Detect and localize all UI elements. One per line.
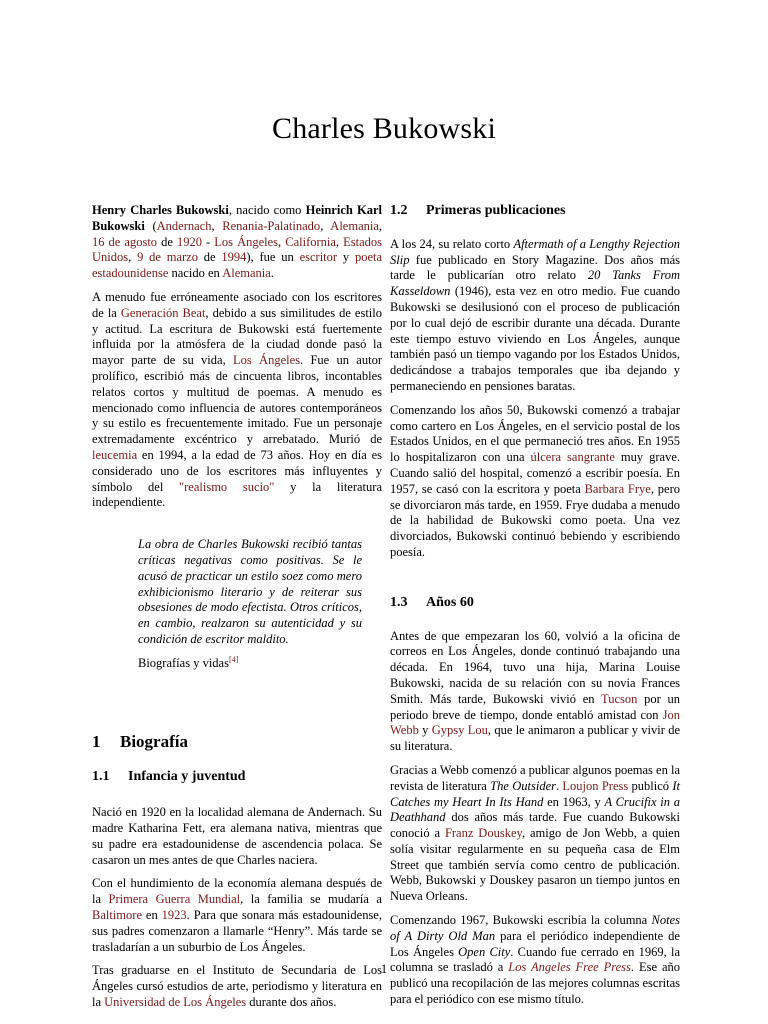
link-los-angeles-2[interactable]: Los Ángeles — [233, 353, 301, 368]
work-title: Notes of A Dirty Old Man — [390, 913, 680, 943]
link-ulcera-sangrante[interactable]: úlcera sangrante — [530, 450, 615, 465]
text: nacido en — [168, 266, 223, 281]
text: , — [320, 218, 331, 233]
link-estadounidense[interactable]: estadounidense — [92, 266, 169, 281]
publicaciones-paragraph-2 — [390, 403, 680, 561]
link-1920[interactable]: 1920 — [176, 234, 202, 249]
section-heading-biografia — [92, 731, 382, 751]
link-baltimore[interactable]: Baltimore — [92, 908, 142, 923]
text: durante dos años. — [246, 995, 337, 1010]
text: , debido a sus similitudes de estilo y actitud. La escritura de Bukowski está fuertemente influida por la atmósfera de la ciudad donde pasó la mayor parte de su vida, — [92, 305, 382, 368]
link-renania[interactable]: Renania-Palatinado — [222, 218, 321, 233]
text: Antes de que empezaran los 60, volvió a la oficina de correos en Los Ángeles, donde continuó trabajando una década. En 1964, tuvo una hija, Marina Louise Bukowski, nacida de su relación con su novia Frances Smith. Más tarde, Bukowski vivió en — [390, 628, 680, 706]
text: dos años más tarde. Fue cuando Bukowski conoció a — [390, 810, 680, 841]
publicaciones-paragraph-1 — [390, 237, 680, 395]
anos60-paragraph-1 — [390, 629, 680, 755]
text: , la familia se mudaría a — [240, 892, 382, 907]
text: y — [418, 723, 432, 738]
link-gypsy-lou[interactable]: Gypsy Lou — [431, 723, 488, 738]
work-title: It Catches my Heart In Its Hand — [390, 778, 680, 809]
work-title: A Crucifix in a Deathhand — [390, 794, 680, 825]
text: . — [555, 778, 563, 793]
text: en 1963, y — [543, 794, 605, 809]
blockquote: La obra de Charles Bukowski recibió tantas críticas negativas como positivas. Se le acusó de practicar un estilo soez como mero exhibicionismo literario y de reiterar sus obsesiones de modo efectista. Otros críticos, en cambio, realzaron su autenticidad y su condición de escritor maldito. — [138, 537, 362, 646]
link-los-angeles[interactable]: Los Ángeles — [214, 234, 279, 249]
work-title: Aftermath of a Lengthy Rejection Slip — [390, 236, 680, 267]
subsection-title: Primeras publicaciones — [426, 203, 566, 218]
text: Tras graduarse en el Instituto de Secundaria de Los Ángeles cursó estudios de arte, periodismo y literatura en la — [92, 963, 382, 1010]
text: Comenzando 1967, Bukowski escribía la columna — [390, 913, 652, 928]
text: . — [270, 266, 274, 281]
text: . Para que sonara más estadounidense, sus padres comenzaron a llamarle “Henry”. Más tarde se trasladarían a un suburbio de Los Ángeles. — [92, 908, 382, 954]
text: (1946), esta vez en otro medio. Fue cuando Bukowski se desilusionó con el proceso de publicación por lo cual dejó de escribir durante una década. Durante este tiempo estuvo viviendo en Los Ángeles, aunque también pasó un tiempo vagando por los Estados Unidos, dedicándose a trabajos temporales que iba dejando y permaneciendo en pensiones baratas. — [390, 284, 680, 393]
text: para el periódico independiente de Los Ángeles — [390, 928, 680, 959]
link-generacion-beat[interactable]: Generación Beat — [120, 305, 206, 320]
anos60-paragraph-3 — [390, 913, 680, 1008]
text: A menudo fue erróneamente asociado con los escritores de la — [92, 289, 382, 320]
text: de — [197, 250, 222, 265]
text: . Cuando fue cerrado en 1969, la columna se trasladó a — [390, 944, 680, 975]
subsection-number: 1.1 — [92, 769, 110, 785]
quote-source — [138, 652, 382, 672]
text: . Fue un autor prolífico, escribió más de cincuenta libros, incontables relatos cortos y multitud de poemas. A menudo es mencionado como influencia de autores contemporáneos y su estilo es frecuentemente imitado. Fue un personaje extremadamente excéntrico y arrebatado. Murió de — [92, 353, 382, 447]
intro-paragraph-1 — [92, 203, 382, 282]
text: , amigo de Jon Webb, a quien solía visitar regularmente en su pequeña casa de Elm Street que también servía como centro de publicación. Webb, Bukowski y Douskey pasaron un tiempo juntos en Nueva Orleans. — [390, 826, 680, 904]
link-loujon-press[interactable]: Loujon Press — [562, 778, 629, 793]
work-title: The Outsider — [490, 778, 556, 793]
page-number: 1 — [380, 962, 388, 976]
text: , — [378, 218, 383, 233]
text: publicó — [628, 778, 673, 793]
work-title: 20 Tanks From Kasseldown — [390, 268, 681, 299]
text: , que le animaron a publicar y vivir de su literatura. — [390, 723, 681, 754]
section-number: 1 — [92, 731, 101, 751]
anos60-paragraph-2 — [390, 763, 680, 905]
link-california[interactable]: California — [285, 234, 336, 249]
link-alemania[interactable]: Alemania — [330, 218, 379, 233]
text: Con el hundimiento de la economía alemana después de la — [92, 876, 382, 907]
subsection-number: 1.3 — [390, 594, 408, 610]
subsection-heading-anos-60 — [390, 595, 680, 611]
text: , — [128, 250, 138, 265]
link-tucson[interactable]: Tucson — [601, 691, 638, 706]
reference-link[interactable]: [4] — [228, 654, 239, 664]
subsection-title: Años 60 — [426, 594, 474, 610]
link-9-marzo[interactable]: 9 de marzo — [137, 250, 198, 265]
text: en 1994, a la edad de 73 años. Hoy en día es considerado uno de los escritores más influyentes y símbolo del — [92, 447, 382, 494]
subsection-heading-infancia — [92, 769, 382, 785]
name-bold: Henry Charles Bukowski — [92, 203, 229, 217]
text: , — [335, 234, 344, 249]
text: Gracias a Webb comenzó a publicar algunos poemas en la revista de literatura — [390, 762, 680, 793]
link-barbara-frye[interactable]: Barbara Frye — [584, 481, 651, 496]
text: - — [201, 234, 215, 249]
link-andernach[interactable]: Andernach — [156, 218, 212, 233]
text: , pero se divorciaron más tarde, en 1959. Frye dudaba a menudo de la habilidad de Bukowski como poeta. Una vez divorciados, Bukowski continuó bebiendo y escribiendo poesía. — [390, 481, 680, 559]
link-alemania-2[interactable]: Alemania — [222, 266, 271, 281]
text: y — [337, 250, 355, 265]
text: , — [211, 218, 223, 233]
link-leucemia[interactable]: leucemia — [92, 447, 138, 462]
link-primera-guerra-mundial[interactable]: Primera Guerra Mundial — [108, 892, 241, 907]
left-column — [92, 203, 382, 1019]
text: A los 24, su relato corto — [390, 236, 514, 251]
right-column — [390, 203, 680, 1016]
text: , — [278, 234, 286, 249]
subsection-heading-primeras-publicaciones — [390, 203, 680, 219]
text: . Ese año publicó una recopilación de las mejores columnas escritas para el periódico con ese mismo título. — [390, 960, 680, 1007]
link-16-agosto[interactable]: 16 de agosto — [92, 234, 158, 249]
link-franz-douskey[interactable]: Franz Douskey — [444, 826, 522, 841]
link-1923[interactable]: 1923 — [161, 908, 187, 923]
text: de — [157, 234, 177, 249]
link-jon-webb[interactable]: Jon Webb — [390, 707, 680, 738]
text: ), fue un — [246, 250, 300, 265]
quote-source-text: Biografías y vidas — [138, 655, 229, 670]
text: muy grave. Cuando salió del hospital, comenzó a escribir poesía. En 1957, se casó con la escritora y poeta — [390, 450, 680, 496]
link-los-angeles-free-press[interactable]: Los Angeles Free Press — [508, 960, 631, 975]
section-title: Biografía — [120, 731, 188, 751]
subsection-number: 1.2 — [390, 203, 408, 218]
text: Comenzando los años 50, Bukowski comenzó a trabajar como cartero en Los Ángeles, en el servicio postal de los Estados Unidos, en el que permaneció tres años. En 1955 lo hospitalizaron con una — [390, 402, 680, 465]
intro-paragraph-2 — [92, 290, 382, 511]
link-realismo-sucio[interactable]: "realismo sucio" — [179, 479, 275, 494]
text: y la literatura independiente. — [92, 479, 382, 510]
link-poeta[interactable]: poeta — [354, 250, 383, 265]
infancia-paragraph-2 — [92, 876, 382, 955]
link-1994[interactable]: 1994 — [221, 250, 247, 265]
text: ( — [144, 218, 157, 233]
text: en — [142, 908, 162, 923]
text: fue publicado en Story Magazine. Dos años más tarde le publicarían otro relato — [390, 252, 680, 283]
link-escritor[interactable]: escritor — [299, 250, 338, 265]
text: por un periodo breve de tiempo, donde entabló amistad con — [390, 691, 680, 722]
infancia-paragraph-1: Nació en 1920 en la localidad alemana de Andernach. Su madre Katharina Fett, era alemana nativa, mientras que su padre era estadounidense de ascendencia polaca. Se casaron un mes antes de que Charles naciera. — [92, 805, 382, 867]
birthname-bold: Heinrich Karl Bukowski — [92, 203, 382, 233]
text: , nacido como — [228, 203, 306, 217]
page-title: Charles Bukowski — [271, 112, 497, 145]
work-title: Open City — [458, 944, 511, 959]
link-universidad-los-angeles[interactable]: Universidad de Los Ángeles — [104, 995, 247, 1010]
link-estados-unidos[interactable]: Estados Unidos — [92, 234, 382, 265]
subsection-title: Infancia y juventud — [128, 769, 246, 785]
